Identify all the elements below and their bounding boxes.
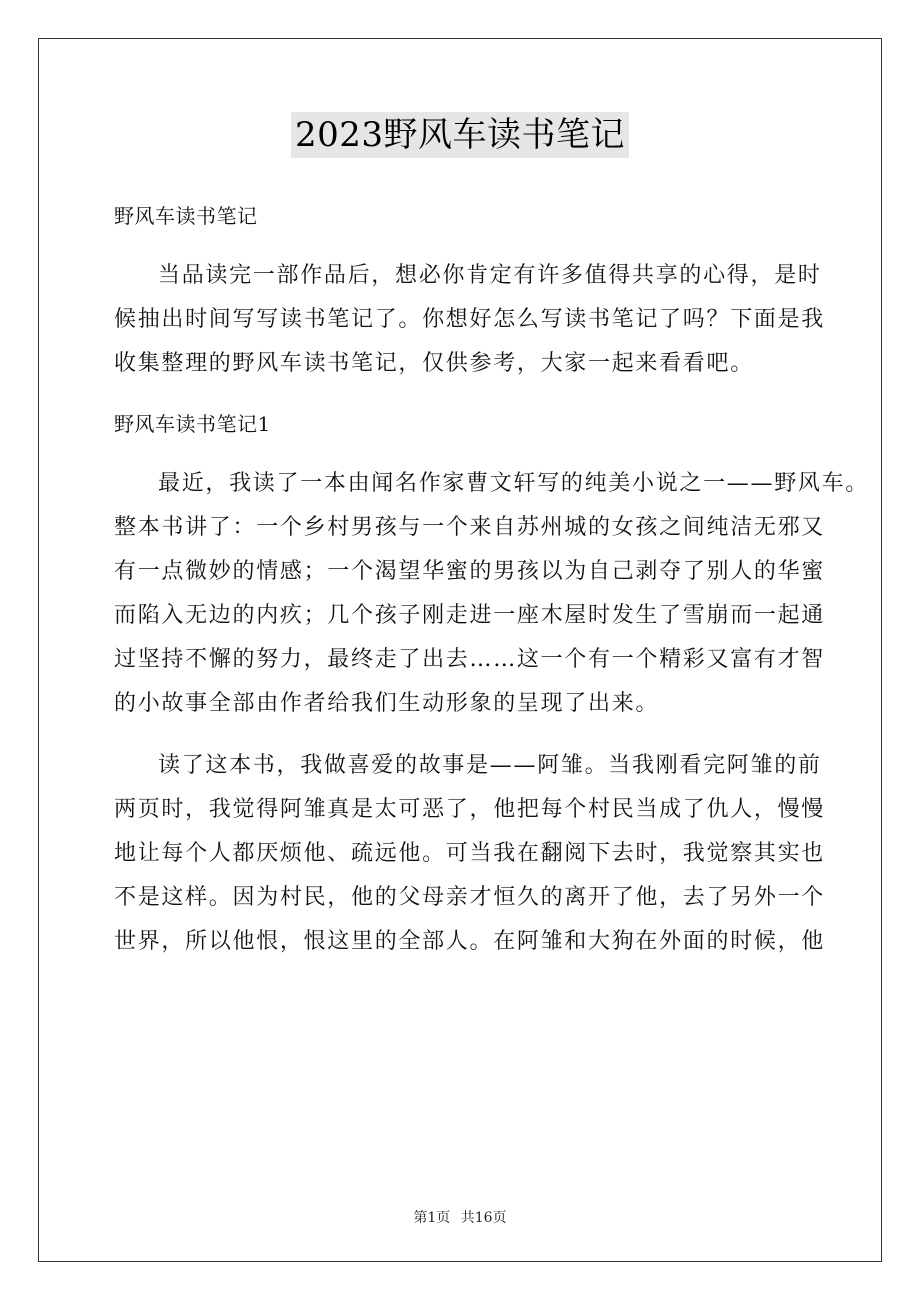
heading-text: 野风车读书笔记1 xyxy=(114,412,271,436)
text-line: 地让每个人都厌烦他、疏远他。可当我在翻阅下去时，我觉察其实也 xyxy=(114,841,826,866)
text-line: 有一点微妙的情感；一个渴望华蜜的男孩以为自己剥夺了别人的华蜜 xyxy=(114,559,826,584)
text-line: 两页时，我觉得阿雏真是太可恶了，他把每个村民当成了仇人，慢慢 xyxy=(114,797,826,822)
document-title: 2023野风车读书笔记 xyxy=(291,112,629,158)
text-line: 而陷入无边的内疚；几个孩子刚走进一座木屋时发生了雪崩而一起通 xyxy=(114,603,826,628)
text-line: 收集整理的野风车读书笔记，仅供参考，大家一起来看看吧。 xyxy=(114,351,754,376)
text-line: 过坚持不懈的努力，最终走了出去……这一个有一个精彩又富有才智 xyxy=(114,647,826,672)
page-footer xyxy=(0,1207,920,1227)
text-line: 候抽出时间写写读书笔记了。你想好怎么写读书笔记了吗？下面是我 xyxy=(114,307,826,332)
paragraph-intro xyxy=(114,254,826,386)
paragraph-favorite-story xyxy=(114,744,826,964)
heading-text: 野风车读书笔记 xyxy=(114,204,258,228)
text-line: 当品读完一部作品后，想必你肯定有许多值得共享的心得，是时 xyxy=(158,263,822,288)
paragraph-summary xyxy=(114,462,870,726)
text-line: 不是这样。因为村民，他的父母亲才恒久的离开了他，去了另外一个 xyxy=(114,885,826,910)
text-line: 的小故事全部由作者给我们生动形象的呈现了出来。 xyxy=(114,691,660,716)
document-body xyxy=(114,196,870,964)
text-line: 世界，所以他恨，恨这里的全部人。在阿雏和大狗在外面的时候，他 xyxy=(114,929,826,954)
text-line: 最近，我读了一本由闻名作家曹文轩写的纯美小说之一——野风车。 xyxy=(158,471,870,496)
section-heading xyxy=(114,196,814,236)
total-pages: 共16页 xyxy=(460,1210,507,1226)
section-heading xyxy=(114,404,814,444)
page-number: 第1页 xyxy=(413,1210,451,1226)
text-line: 读了这本书，我做喜爱的故事是——阿雏。当我刚看完阿雏的前 xyxy=(158,753,822,778)
text-line: 整本书讲了：一个乡村男孩与一个来自苏州城的女孩之间纯洁无邪又 xyxy=(114,515,826,540)
title-wrap xyxy=(0,112,920,158)
